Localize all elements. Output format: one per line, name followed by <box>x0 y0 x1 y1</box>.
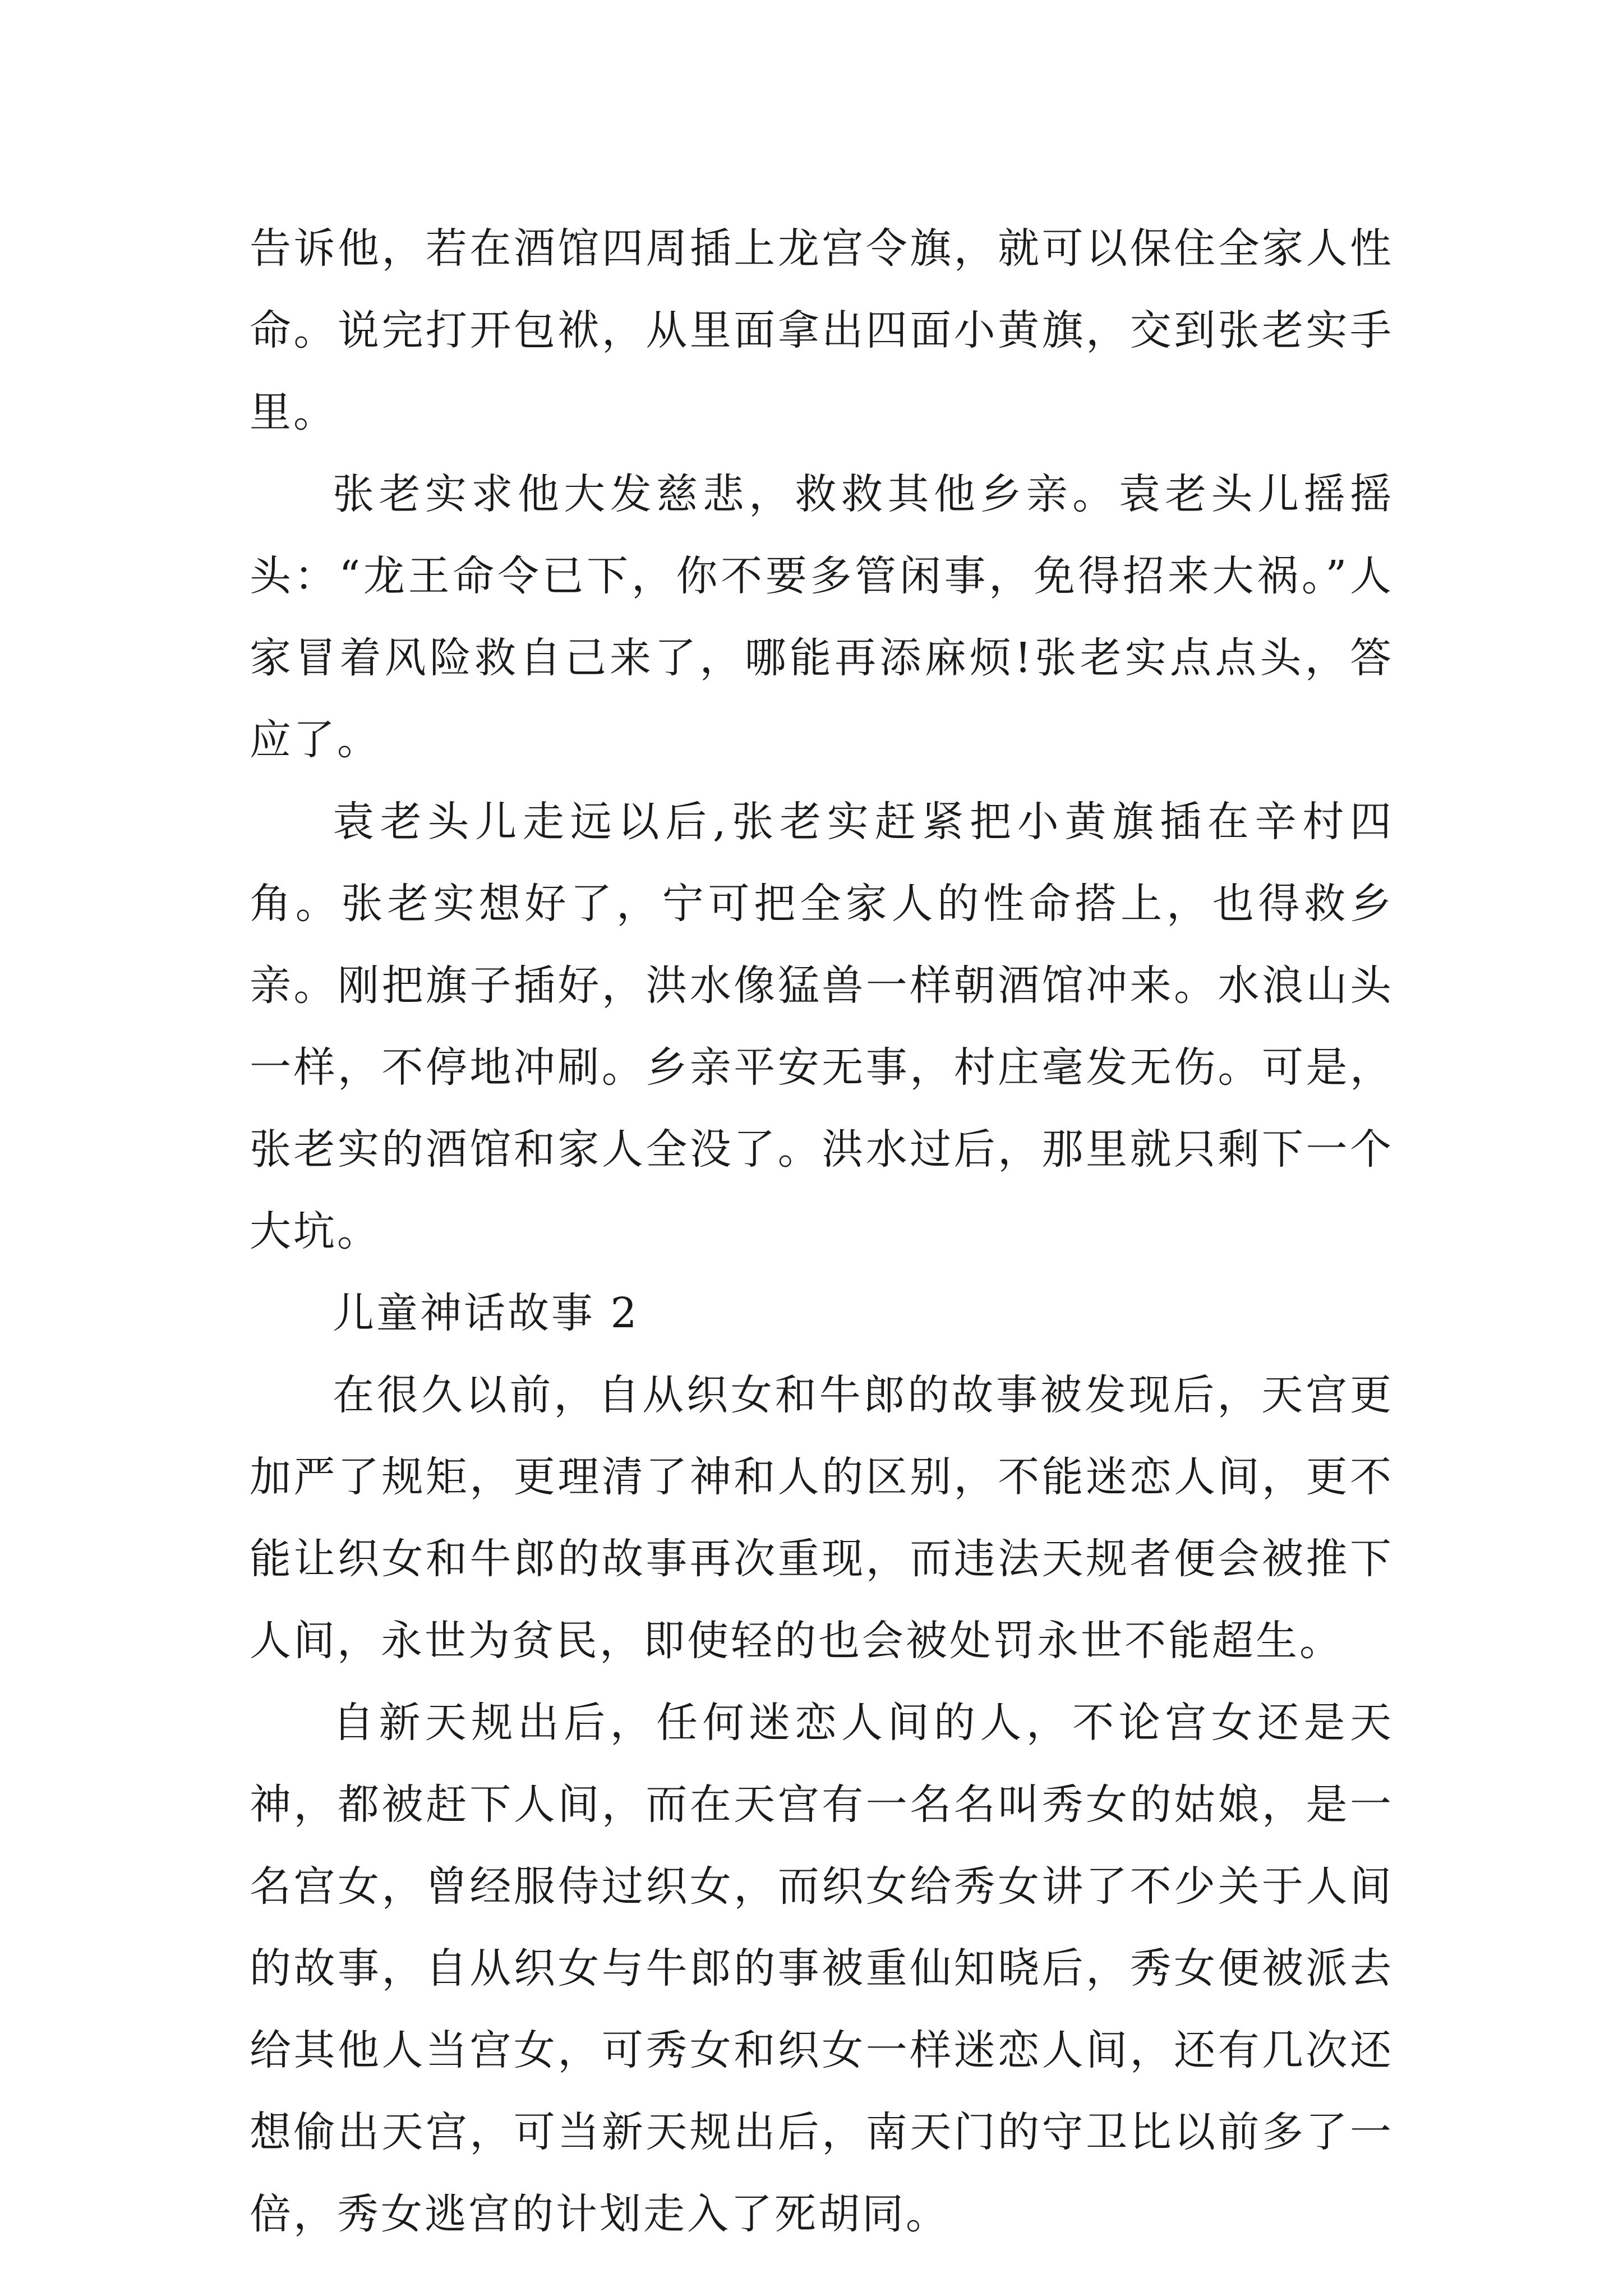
paragraph: 袁老头儿走远以后,张老实赶紧把小黄旗插在辛村四角。张老实想好了，宁可把全家人的性命搭上，也得救乡亲。刚把旗子插好，洪水像猛兽一样朝酒馆冲来。水浪山头一样，不停地冲刷。乡亲平安无事，村庄毫发无伤。可是，张老实的酒馆和家人全没了。洪水过后，那里就只剩下一个大坑。 <box>250 798 1394 1255</box>
paragraph: 自新天规出后，任何迷恋人间的人，不论宫女还是天神，都被赶下人间，而在天宫有一名名叫秀女的姑娘，是一名宫女，曾经服侍过织女，而织女给秀女讲了不少关于人间的故事，自从织女与牛郎的事被重仙知晓后，秀女便被派去给其他人当宫女，可秀女和织女一样迷恋人间，还有几次还想偷出天宫，可当新天规出后，南天门的守卫比以前多了一倍，秀女逃宫的计划走入了死胡同。 <box>250 1699 1394 2238</box>
paragraph: 张老实求他大发慈悲，救救其他乡亲。袁老头儿摇摇头：“龙王命令已下，你不要多管闲事，免得招来大祸。”人家冒着风险救自己来了，哪能再添麻烦!张老实点点头，答应了。 <box>250 470 1394 764</box>
body-text <box>250 208 1394 2255</box>
section-heading: 儿童神话故事 2 <box>333 1289 639 1337</box>
paragraph: 在很久以前，自从织女和牛郎的故事被发现后，天宫更加严了规矩，更理清了神和人的区别，不能迷恋人间，更不能让织女和牛郎的故事再次重现，而违法天规者便会被推下人间，永世为贫民，即使轻的也会被处罚永世不能超生。 <box>250 1371 1394 1665</box>
paragraph: 告诉他，若在酒馆四周插上龙宫令旗，就可以保住全家人性命。说完打开包袱，从里面拿出四面小黄旗，交到张老实手里。 <box>250 224 1394 436</box>
